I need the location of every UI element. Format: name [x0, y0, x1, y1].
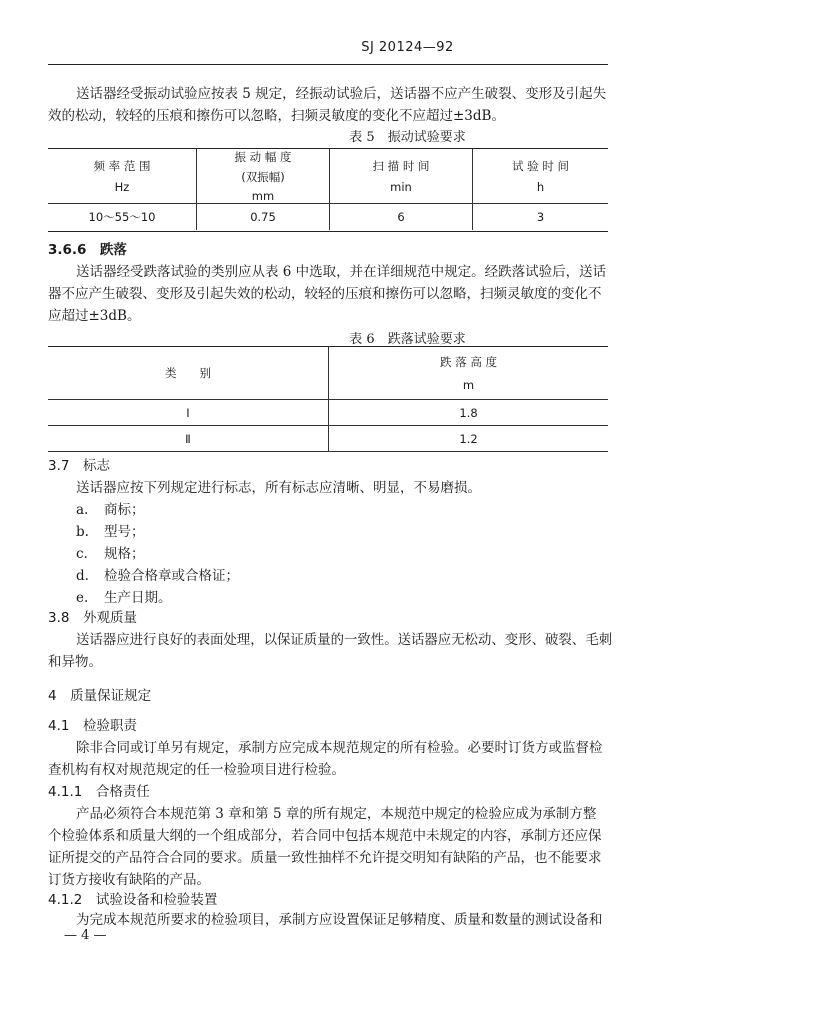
section-3-8-line-1: 送话器应进行良好的表面处理，以保证质量的一致性。送话器应无松动、变形、破裂、毛刺 — [76, 632, 613, 648]
list-marker: d. — [76, 568, 89, 584]
table5-bottom-rule — [48, 231, 608, 232]
section-4-1-1-line-2: 个检验体系和质量大纲的一个组成部分，若合同中包括本规范中未规定的内容，承制方还应保 — [48, 828, 602, 844]
list-text: 型号； — [104, 524, 145, 540]
list-item — [76, 520, 145, 540]
section-4-1-1-line-1: 产品必须符合本规范第 3 章和第 5 章的所有规定，本规范中规定的检验应成为承制方整 — [76, 806, 597, 822]
table6-header-row — [48, 347, 608, 400]
vibration-para-line-1: 送话器经受振动试验应按表 5 规定，经振动试验后，送话器不应产生破裂、变形及引起失 — [76, 86, 607, 102]
section-3-8-heading: 3.8 外观质量 — [48, 610, 137, 626]
section-3-6-6-line-2: 器不应产生破裂、变形及引起失效的松动，较轻的压痕和擦伤可以忽略，扫频灵敏度的变化不 — [48, 286, 602, 302]
section-4-1-1-line-3: 证所提交的产品符合合同的要求。质量一致性抽样不允许提交明知有缺陷的产品，也不能要求 — [48, 850, 602, 866]
section-3-6-6-heading: 3.6.6 跌落 — [48, 242, 127, 258]
section-4-1-line-1: 除非合同或订单另有规定，承制方应完成本规范规定的所有检验。必要时订货方或监督检 — [76, 740, 603, 756]
table6-caption: 表 6 跌落试验要求 — [349, 332, 466, 347]
list-item — [76, 542, 145, 562]
list-marker: e. — [76, 590, 89, 606]
section-3-7-intro: 送话器应按下列规定进行标志，所有标志应清晰、明显，不易磨损。 — [76, 480, 481, 496]
list-item — [76, 564, 239, 584]
table6-cell-height: 1.2 — [329, 426, 609, 452]
table-row — [48, 400, 608, 426]
table6-header-drop-height: 跌 落 高 度 m — [329, 347, 609, 400]
table6-cell-category: Ⅱ — [48, 426, 329, 452]
table6-drop-requirements — [48, 347, 608, 452]
table5-header-sweep-time: 扫 描 时 间 min — [330, 149, 473, 204]
section-3-7-heading: 3.7 标志 — [48, 458, 110, 474]
list-item — [76, 586, 172, 606]
table5-caption: 表 5 振动试验要求 — [349, 130, 466, 145]
section-4-1-2-heading: 4.1.2 试验设备和检验装置 — [48, 892, 218, 908]
header-rule — [48, 64, 608, 65]
table-row — [48, 204, 608, 231]
section-4-heading: 4 质量保证规定 — [48, 688, 152, 704]
table5-header-amplitude: 振 动 幅 度 (双振幅) mm — [197, 149, 330, 204]
list-text: 规格； — [104, 546, 145, 562]
table5-header-frequency: 频 率 范 围 Hz — [48, 149, 197, 204]
table5-header-row — [48, 149, 608, 204]
table5-cell-test-time: 3 — [473, 204, 609, 231]
list-marker: b. — [76, 524, 89, 540]
section-4-1-1-line-4: 订货方接收有缺陷的产品。 — [48, 872, 210, 888]
list-text: 检验合格章或合格证； — [104, 568, 239, 584]
table5-header-test-time: 试 验 时 间 h — [473, 149, 609, 204]
page-number: — 4 — — [64, 928, 107, 943]
section-4-1-1-heading: 4.1.1 合格责任 — [48, 784, 150, 800]
table6-cell-category: Ⅰ — [48, 400, 329, 426]
section-4-1-line-2: 查机构有权对规范规定的任一检验项目进行检验。 — [48, 762, 345, 778]
list-text: 生产日期。 — [104, 590, 172, 606]
section-3-8-line-2: 和异物。 — [48, 654, 102, 670]
section-3-6-6-line-3: 应超过±3dB。 — [48, 308, 141, 324]
table5-cell-amplitude: 0.75 — [197, 204, 330, 231]
section-4-1-heading: 4.1 检验职责 — [48, 718, 137, 734]
table6-cell-height: 1.8 — [329, 400, 609, 426]
section-4-1-2-line-1: 为完成本规范所要求的检验项目，承制方应设置保证足够精度、质量和数量的测试设备和 — [76, 912, 603, 928]
list-text: 商标； — [104, 502, 145, 518]
table5-cell-frequency: 10～55～10 — [88, 210, 156, 224]
list-marker: c. — [76, 546, 88, 562]
list-marker: a. — [76, 502, 89, 518]
table-row — [48, 426, 608, 452]
vibration-para-line-2: 效的松动，较轻的压痕和擦伤可以忽略，扫频灵敏度的变化不应超过±3dB。 — [48, 108, 505, 124]
table5-cell-sweep-time: 6 — [330, 204, 473, 231]
table6-header-category: 类 别 — [48, 347, 329, 400]
section-3-6-6-line-1: 送话器经受跌落试验的类别应从表 6 中选取，并在详细规范中规定。经跌落试验后，送话 — [76, 264, 607, 280]
document-id: SJ 20124—92 — [361, 40, 454, 55]
list-item — [76, 498, 145, 518]
table5-vibration-requirements — [48, 149, 608, 230]
